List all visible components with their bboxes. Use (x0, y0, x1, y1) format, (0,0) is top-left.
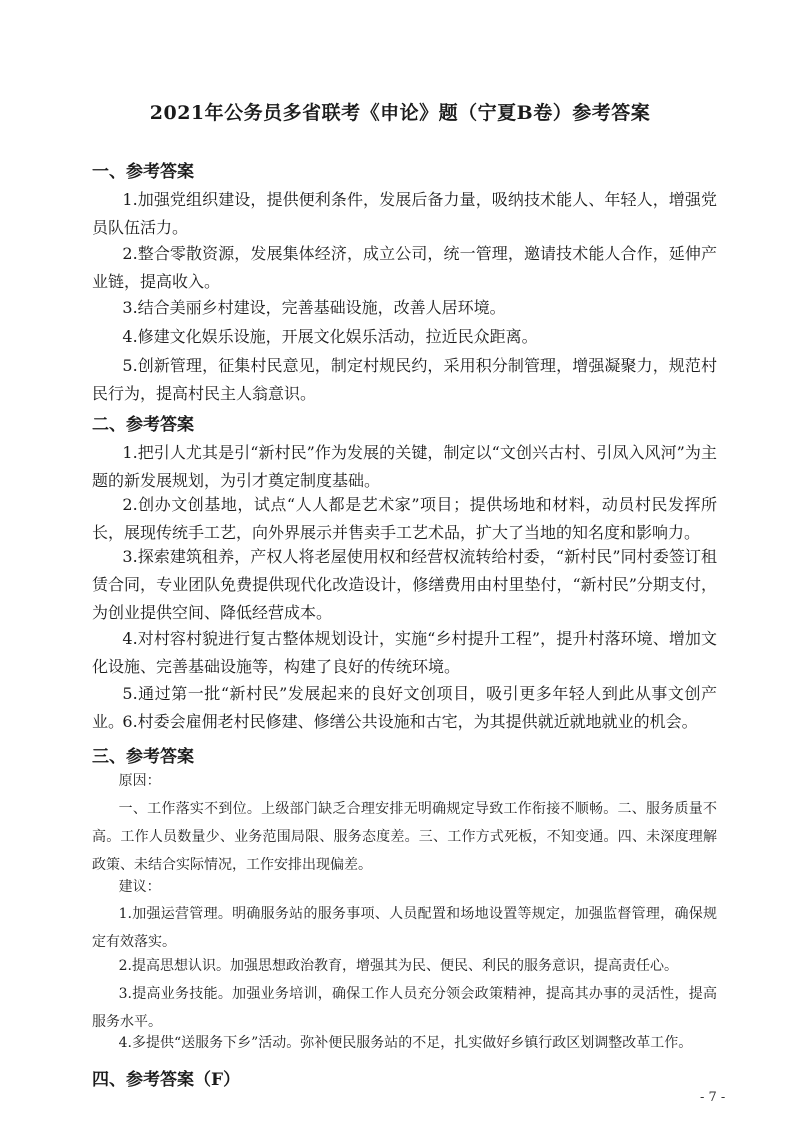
section-2-item-5: 5.通过第一批“新村民”发展起来的良好文创项目，吸引更多年轻人到此从事文创产业。 (92, 684, 717, 731)
section-4-heading: 四、参考答案（F） (92, 1070, 241, 1090)
section-1-item-1: 1.加强党组织建设，提供便利条件，发展后备力量，吸纳技术能人、年轻人，增强党员队伍活力。 (92, 190, 717, 237)
suggestion-4: 4.多提供“送服务下乡”活动。弥补便民服务站的不足，扎实做好乡镇行政区划调整改革工作。 (118, 1035, 693, 1051)
suggestion-2: 2.提高思想认识。加强思想政治教育，增强其为民、便民、利民的服务意识，提高责任心。 (118, 958, 678, 974)
reason-text: 一、工作落实不到位。上级部门缺乏合理安排无明确规定导致工作衔接不顺畅。二、服务质量不高。工作人员数量少、业务范围局限、服务态度差。三、工作方式死板，不知变通。四、未深度理解政策、未结合实际情况，工作安排出现偏差。 (92, 801, 717, 873)
suggestion-3: 3.提高业务技能。加强业务培训，确保工作人员充分领会政策精神，提高其办事的灵活性，提高服务水平。 (92, 986, 717, 1030)
page-number: - 7 - (700, 1090, 726, 1105)
section-1-item-3: 3.结合美丽乡村建设，完善基础设施，改善人居环境。 (122, 298, 506, 317)
suggestion-1: 1.加强运营管理。明确服务站的服务事项、人员配置和场地设置等规定，加强监督管理，确保规定有效落实。 (92, 906, 717, 950)
section-2-item-2: 2.创办文创基地，试点“人人都是艺术家”项目；提供场地和材料，动员村民发挥所长，展现传统手工艺，向外界展示并售卖手工艺术品，扩大了当地的知名度和影响力。 (92, 495, 717, 542)
section-1-item-2: 2.整合零散资源，发展集体经济，成立公司，统一管理，邀请技术能人合作，延伸产业链，提高收入。 (92, 244, 717, 291)
section-1-item-4: 4.修建文化娱乐设施，开展文化娱乐活动，拉近民众距离。 (122, 327, 538, 346)
section-2-item-4: 4.对村容村貌进行复古整体规划设计，实施“乡村提升工程”，提升村落环境、增加文化设施、完善基础设施等，构建了良好的传统环境。 (92, 629, 717, 676)
section-2-item-3: 3.探索建筑租养，产权人将老屋使用权和经营权流转给村委，“新村民”同村委签订租赁合同，专业团队免费提供现代化改造设计，修缮费用由村里垫付，“新村民”分期支付，为创业提供空间、降低经营成本。 (92, 547, 717, 622)
section-2-item-6: 6.村委会雇佣老村民修建、修缮公共设施和古宅，为其提供就近就地就业的机会。 (122, 712, 698, 731)
section-2-heading: 二、参考答案 (92, 415, 194, 435)
section-1-item-5: 5.创新管理，征集村民意见，制定村规民约，采用积分制管理，增强凝聚力，规范村民行为，提高村民主人翁意识。 (92, 356, 717, 403)
section-3-heading: 三、参考答案 (92, 747, 194, 767)
document-title: 2021年公务员多省联考《申论》题（宁夏B卷）参考答案 (149, 102, 651, 124)
section-1-heading: 一、参考答案 (92, 162, 194, 182)
reason-label: 原因： (118, 773, 161, 789)
suggest-label: 建议： (118, 879, 161, 895)
section-2-item-1: 1.把引人尤其是引“新村民”作为发展的关键，制定以“文创兴古村、引凤入风河”为主题的新发展规划，为引才奠定制度基础。 (92, 443, 717, 490)
